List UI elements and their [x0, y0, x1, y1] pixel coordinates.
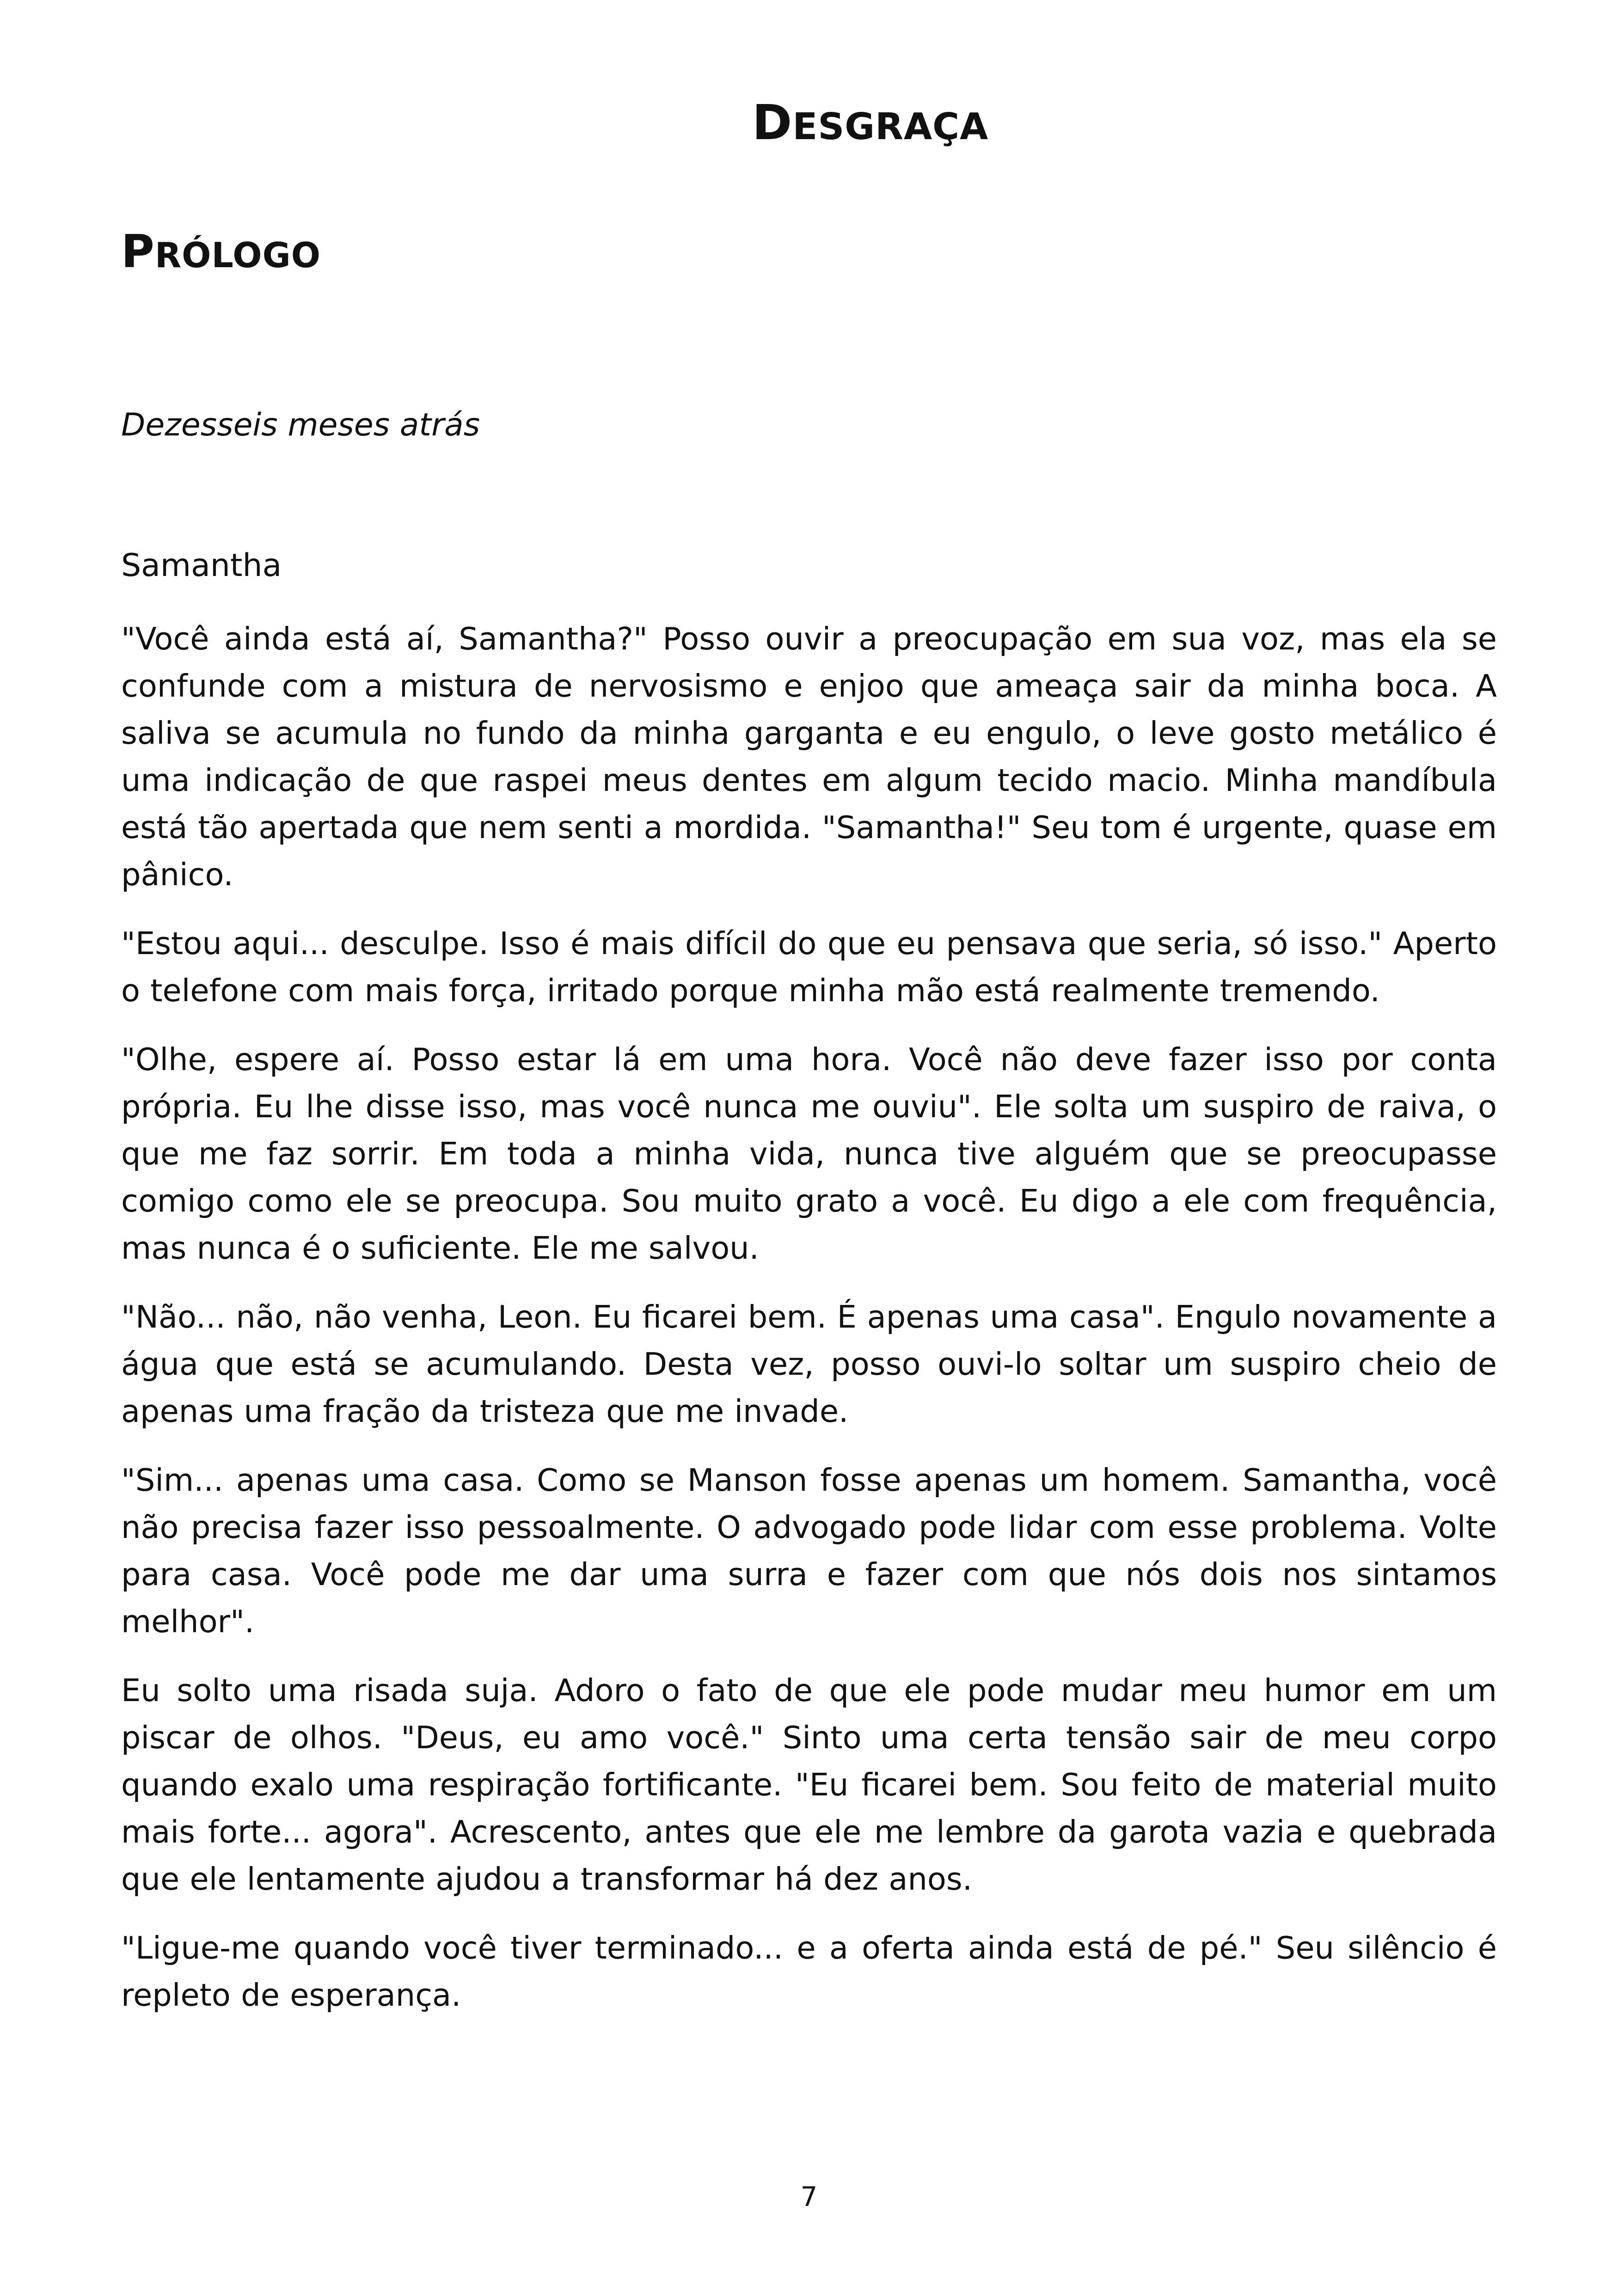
chapter-title: [121, 222, 321, 286]
paragraph: "Ligue-me quando você tiver terminado... e a oferta ainda está de pé." Seu silêncio é repleto de esperança.: [121, 1930, 1497, 2013]
paragraph: "Olhe, espere aí. Posso estar lá em uma hora. Você não deve fazer isso por conta própria. Eu lhe disse isso, mas você nunca me ouviu". Ele solta um suspiro de raiva, o que me faz sorrir. Em toda a minha vida, nunca tive alguém que se preocupasse comigo como ele se preocupa. Sou muito grato a você. Eu digo a ele com frequência, mas nunca é o suficiente. Ele me salvou.: [121, 1041, 1497, 1266]
timeline-note: Dezesseis meses atrás: [121, 407, 480, 443]
page-number: 7: [800, 2181, 818, 2212]
chapter-title-rest: RÓLOGO: [154, 235, 321, 276]
paragraph: "Não... não, não venha, Leon. Eu ficarei bem. É apenas uma casa". Engulo novamente a água que está se acumulando. Desta vez, posso ouvi-lo soltar um suspiro cheio de apenas uma fração da tristeza que me invade.: [121, 1299, 1497, 1429]
chapter-title-initial: P: [121, 226, 155, 278]
paragraph: Eu solto uma risada suja. Adoro o fato de que ele pode mudar meu humor em um piscar de olhos. "Deus, eu amo você." Sinto uma certa tensão sair de meu corpo quando exalo uma respiração fortificante. "Eu ficarei bem. Sou feito de material muito mais forte... agora". Acrescento, antes que ele me lembre da garota vazia e quebrada que ele lentamente ajudou a transformar há dez anos.: [121, 1672, 1497, 1897]
paragraph: "Sim... apenas uma casa. Como se Manson fosse apenas um homem. Samantha, você não precisa fazer isso pessoalmente. O advogado pode lidar com esse problema. Volte para casa. Você pode me dar uma surra e fazer com que nós dois nos sintamos melhor".: [121, 1462, 1497, 1640]
book-title-initial: D: [752, 94, 793, 151]
speaker-name: Samantha: [121, 547, 282, 584]
paragraph: "Você ainda está aí, Samantha?" Posso ouvir a preocupação em sua voz, mas ela se confunde com a mistura de nervosismo e enjoo que ameaça sair da minha boca. A saliva se acumula no fundo da minha garganta e eu engulo, o leve gosto metálico é uma indicação de que raspei meus dentes em algum tecido macio. Minha mandíbula está tão apertada que nem senti a mordida. "Samantha!" Seu tom é urgente, quase em pânico.: [121, 621, 1497, 893]
book-title: [752, 90, 988, 159]
book-title-rest: ESGRAÇA: [792, 105, 989, 148]
body-text: [121, 615, 1497, 2040]
paragraph: "Estou aqui... desculpe. Isso é mais difícil do que eu pensava que seria, só isso." Aperto o telefone com mais força, irritado porque minha mão está realmente tremendo.: [121, 925, 1497, 1009]
